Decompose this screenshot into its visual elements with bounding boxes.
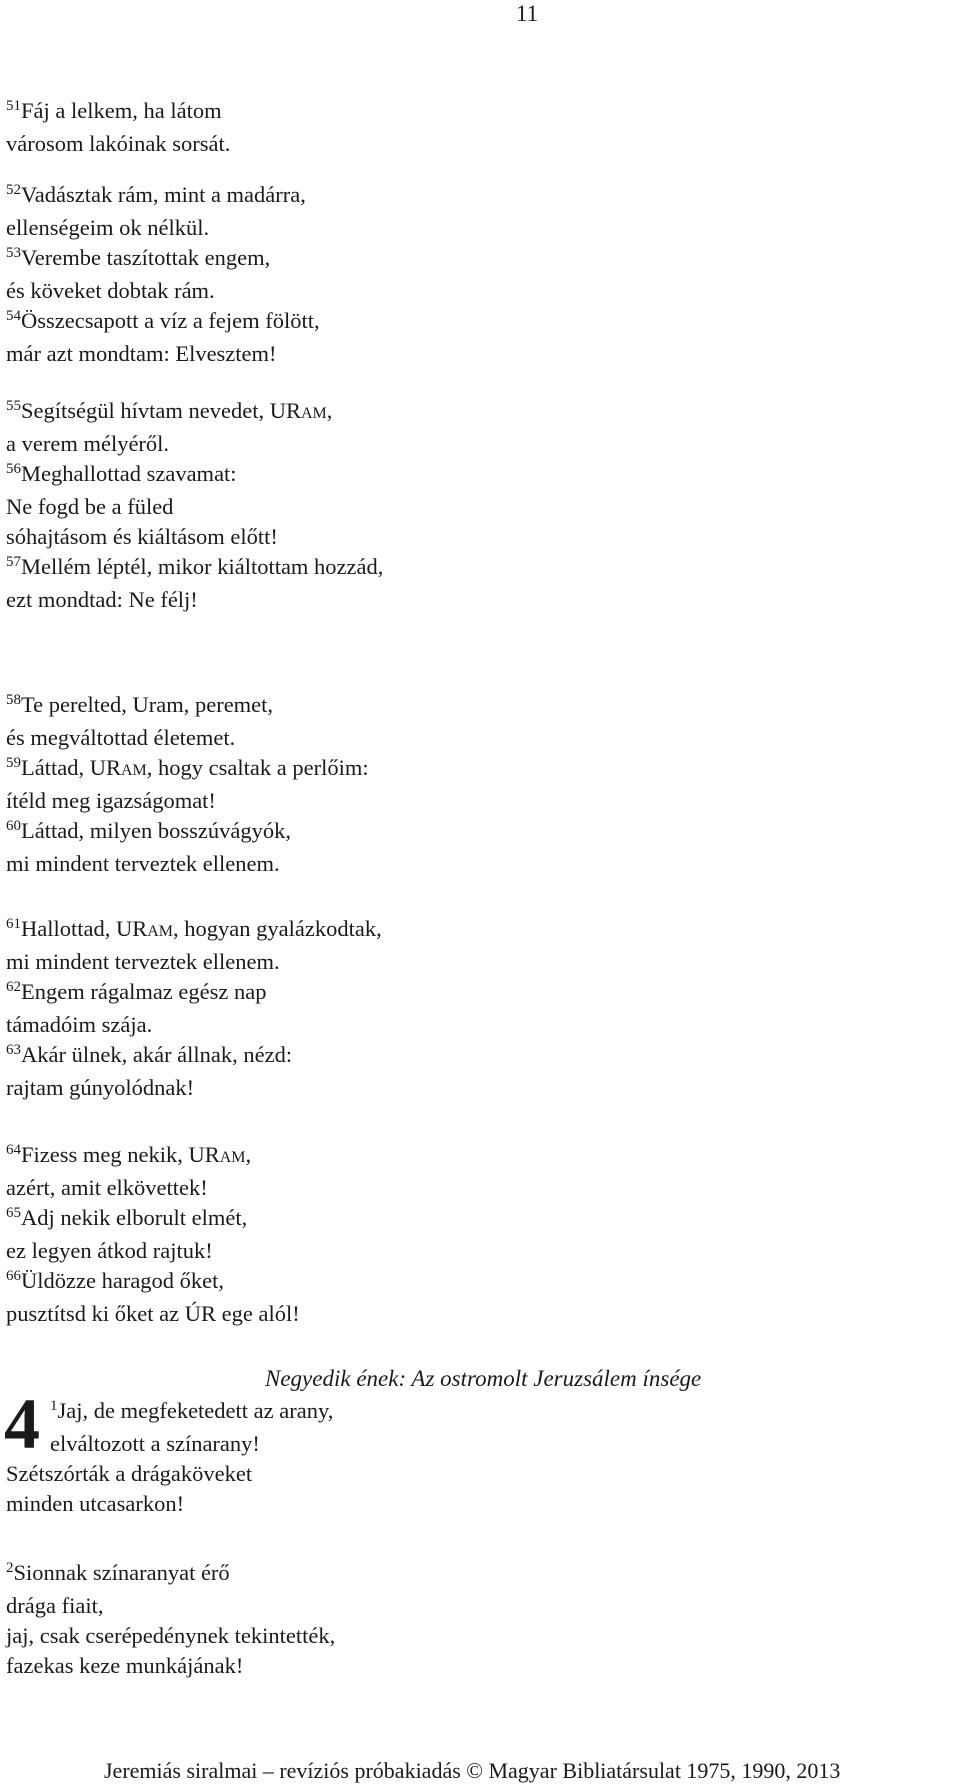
verse-number: 57	[6, 554, 21, 570]
stanza-58-60	[6, 690, 369, 879]
verse-number: 61	[6, 916, 21, 932]
verse-line: ítéld meg igazságomat!	[6, 788, 216, 813]
verse-number: 54	[6, 308, 21, 324]
verse-line: sóhajtásom és kiáltásom előtt!	[6, 524, 278, 549]
verse-line: drága fiait,	[6, 1593, 104, 1618]
stanza-64-66	[6, 1140, 300, 1329]
verse-line: és megváltottad életemet.	[6, 725, 236, 750]
verse-line: $^{64}$Fizess meg nekik, URam,	[6, 1142, 252, 1167]
verse-line: minden utcasarkon!	[6, 1491, 185, 1516]
verse-line: rajtam gúnyolódnak!	[6, 1075, 195, 1100]
stanza-52-54	[6, 180, 320, 369]
verse-line: elváltozott a színarany!	[50, 1431, 260, 1456]
verse-line: ezt mondtad: Ne félj!	[6, 587, 198, 612]
chapter-drop-cap: 4	[4, 1384, 40, 1464]
verse-line: $^{59}$Láttad, URam, hogy csaltak a perlőim:	[6, 755, 369, 780]
verse-number: 59	[6, 755, 21, 771]
stanza-61-63	[6, 914, 382, 1103]
verse-number: 1	[50, 1398, 58, 1414]
verse-line: $^{55}$Segítségül hívtam nevedet, URam,	[6, 398, 333, 423]
verse-line: $^1$Jaj, de megfeketedett az arany,	[50, 1398, 334, 1423]
verse-number: 62	[6, 979, 21, 995]
verse-line: fazekas keze munkájának!	[6, 1653, 244, 1678]
verse-line: $^{66}$Üldözze haragod őket,	[6, 1268, 225, 1293]
stanza-4-2	[6, 1558, 335, 1681]
verse-line: mi mindent terveztek ellenem.	[6, 949, 280, 974]
verse-number: 65	[6, 1205, 21, 1221]
verse-line: és köveket dobtak rám.	[6, 278, 215, 303]
stanza-55-57	[6, 396, 383, 615]
verse-number: 53	[6, 245, 21, 261]
verse-number: 51	[6, 98, 21, 114]
stanza-4-1	[6, 1396, 333, 1519]
stanza-51	[6, 96, 230, 159]
verse-number: 63	[6, 1042, 21, 1058]
verse-number: 2	[6, 1560, 14, 1576]
verse-line: $^{61}$Hallottad, URam, hogyan gyalázkodtak,	[6, 916, 382, 941]
verse-line: városom lakóinak sorsát.	[6, 131, 231, 156]
verse-line: Szétszórták a drágaköveket	[6, 1461, 253, 1486]
verse-line: $^{54}$Összecsapott a víz a fejem fölött,	[6, 308, 320, 333]
verse-line: $^{52}$Vadásztak rám, mint a madárra,	[6, 182, 306, 207]
verse-line: támadóim szája.	[6, 1012, 153, 1037]
section-title: Negyedik ének: Az ostromolt Jeruzsálem ínsége	[265, 1366, 702, 1391]
page-footer: Jeremiás siralmai – revíziós próbakiadás © Magyar Bibliatársulat 1975, 1990, 2013	[104, 1758, 841, 1783]
verse-line: a verem mélyéről.	[6, 431, 170, 456]
verse-line: $^{56}$Meghallottad szavamat:	[6, 461, 237, 486]
page-number: 11	[516, 1, 539, 26]
verse-number: 52	[6, 182, 21, 198]
verse-number: 64	[6, 1142, 21, 1158]
verse-number: 56	[6, 461, 21, 477]
verse-line: $^{60}$Láttad, milyen bosszúvágyók,	[6, 818, 291, 843]
verse-number: 60	[6, 818, 21, 834]
verse-line: azért, amit elkövettek!	[6, 1175, 208, 1200]
verse-line: $^{63}$Akár ülnek, akár állnak, nézd:	[6, 1042, 293, 1067]
verse-line: jaj, csak cserépedénynek tekintették,	[6, 1623, 336, 1648]
verse-line: $^{53}$Verembe taszítottak engem,	[6, 245, 271, 270]
verse-line: Ne fogd be a füled	[6, 494, 174, 519]
verse-line: $^{62}$Engem rágalmaz egész nap	[6, 979, 267, 1004]
verse-number: 58	[6, 692, 21, 708]
verse-line: már azt mondtam: Elvesztem!	[6, 341, 277, 366]
verse-number: 55	[6, 398, 21, 414]
verse-line: mi mindent terveztek ellenem.	[6, 851, 280, 876]
verse-line: ellenségeim ok nélkül.	[6, 215, 210, 240]
verse-line: pusztítsd ki őket az ÚR ege alól!	[6, 1301, 300, 1326]
verse-number: 66	[6, 1268, 21, 1284]
verse-line: $^{65}$Adj nekik elborult elmét,	[6, 1205, 248, 1230]
verse-line: ez legyen átkod rajtuk!	[6, 1238, 213, 1263]
verse-line: $^{57}$Mellém léptél, mikor kiáltottam hozzád,	[6, 554, 384, 579]
verse-line: $^{51}$Fáj a lelkem, ha látom	[6, 98, 222, 123]
verse-line: $^2$Sionnak színaranyat érő	[6, 1560, 230, 1585]
verse-line: $^{58}$Te perelted, Uram, peremet,	[6, 692, 274, 717]
